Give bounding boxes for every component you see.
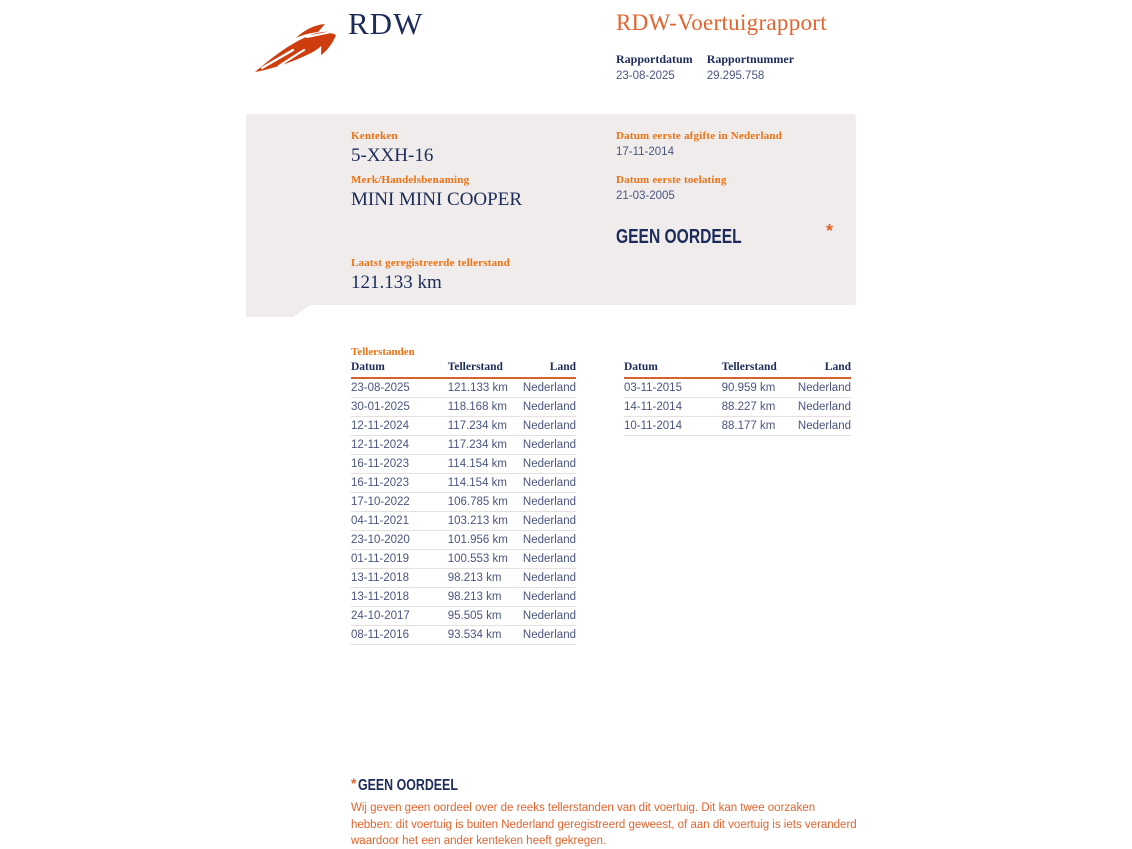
- eerste-toelating-label: Datum eerste toelating: [616, 174, 727, 186]
- merk-value: MINI MINI COOPER: [351, 189, 522, 210]
- footnote-text: Wij geven geen oordeel over de reeks tellerstanden van dit voertuig. Dit kan twee oorzaken hebben: dit voertuig is buiten Nederland geregistreerd geweest, of aan dit voertuig is iets veranderd waardoor het een ander kenteken heeft gekregen.: [351, 802, 857, 847]
- table-row: [351, 588, 576, 607]
- column-header-tellerstand: Tellerstand: [722, 361, 774, 378]
- cell-land: Nederland: [500, 512, 577, 531]
- laatste-tellerstand-label: Laatst geregistreerde tellerstand: [351, 257, 510, 269]
- tellerstanden-table-left: [351, 361, 576, 645]
- footnote-heading: [351, 775, 859, 795]
- table-row: [351, 550, 576, 569]
- report-date-value: 23-08-2025: [616, 70, 675, 82]
- cell-datum: 04-11-2021: [351, 512, 448, 531]
- footnote-asterisk: *: [351, 775, 357, 791]
- tellerstanden-section-label: Tellerstanden: [351, 346, 415, 358]
- table-row: [624, 398, 851, 417]
- cell-datum: 16-11-2023: [351, 474, 448, 493]
- cell-land: Nederland: [500, 531, 577, 550]
- cell-datum: 08-11-2016: [351, 626, 448, 645]
- footnote-section: [351, 775, 859, 849]
- cell-land: Nederland: [500, 455, 577, 474]
- table-header-row: [624, 361, 851, 378]
- card-corner-tab: [246, 305, 311, 317]
- cell-tellerstand: 98.213 km: [448, 588, 500, 607]
- column-header-tellerstand: Tellerstand: [448, 361, 500, 378]
- table-row: [351, 569, 576, 588]
- cell-datum: 14-11-2014: [624, 398, 722, 417]
- cell-tellerstand: 101.956 km: [448, 531, 500, 550]
- eerste-afgifte-value: 17-11-2014: [616, 146, 674, 158]
- page-title: RDW-Voertuigrapport: [616, 10, 827, 35]
- cell-land: Nederland: [500, 474, 577, 493]
- table-row: [351, 417, 576, 436]
- cell-tellerstand: 117.234 km: [448, 417, 500, 436]
- cell-tellerstand: 98.213 km: [448, 569, 500, 588]
- cell-datum: 24-10-2017: [351, 607, 448, 626]
- table-row: [624, 417, 851, 436]
- cell-tellerstand: 121.133 km: [448, 378, 500, 398]
- table-row: [351, 474, 576, 493]
- cell-datum: 30-01-2025: [351, 398, 448, 417]
- report-number-value: 29.295.758: [706, 70, 765, 82]
- cell-datum: 23-10-2020: [351, 531, 448, 550]
- kenteken-label: Kenteken: [351, 130, 398, 142]
- cell-tellerstand: 88.227 km: [722, 398, 774, 417]
- vehicle-summary-card: [246, 114, 856, 305]
- merk-label: Merk/Handelsbenaming: [351, 174, 470, 186]
- cell-datum: 13-11-2018: [351, 569, 448, 588]
- table-row: [351, 398, 576, 417]
- rdw-wing-logo-icon: [252, 20, 340, 76]
- eerste-afgifte-label: Datum eerste afgifte in Nederland: [616, 130, 783, 142]
- cell-datum: 16-11-2023: [351, 455, 448, 474]
- table-row: [351, 607, 576, 626]
- cell-land: Nederland: [774, 378, 851, 398]
- tellerstanden-table-right: [624, 361, 851, 436]
- cell-tellerstand: 106.785 km: [448, 493, 500, 512]
- cell-datum: 03-11-2015: [624, 378, 722, 398]
- cell-land: Nederland: [500, 436, 577, 455]
- cell-land: Nederland: [500, 607, 577, 626]
- table-row: [351, 626, 576, 645]
- cell-tellerstand: 114.154 km: [448, 474, 500, 493]
- table-row: [351, 455, 576, 474]
- merk-field: [351, 174, 522, 211]
- cell-land: Nederland: [500, 378, 577, 398]
- cell-tellerstand: 95.505 km: [448, 607, 500, 626]
- table-row: [351, 512, 576, 531]
- cell-land: Nederland: [774, 398, 851, 417]
- report-meta: [616, 52, 827, 82]
- cell-datum: 10-11-2014: [624, 417, 722, 436]
- eerste-toelating-field: [616, 174, 727, 202]
- table-row: [351, 531, 576, 550]
- footnote-title: GEEN OORDEEL: [358, 777, 459, 794]
- table-row: [351, 378, 576, 398]
- column-header-datum: Datum: [351, 361, 448, 378]
- cell-land: Nederland: [500, 550, 577, 569]
- report-number-label: Rapportnummer: [706, 52, 795, 66]
- cell-land: Nederland: [500, 569, 577, 588]
- cell-tellerstand: 88.177 km: [722, 417, 774, 436]
- cell-land: Nederland: [774, 417, 851, 436]
- report-header: [616, 10, 827, 82]
- cell-tellerstand: 100.553 km: [448, 550, 500, 569]
- cell-tellerstand: 114.154 km: [448, 455, 500, 474]
- cell-tellerstand: 118.168 km: [448, 398, 500, 417]
- verdict-badge: GEEN OORDEEL: [616, 226, 742, 248]
- cell-tellerstand: 117.234 km: [448, 436, 500, 455]
- cell-datum: 12-11-2024: [351, 417, 448, 436]
- cell-datum: 23-08-2025: [351, 378, 448, 398]
- column-header-land: Land: [774, 361, 851, 378]
- table-row: [351, 436, 576, 455]
- kenteken-value: 5-XXH-16: [351, 145, 434, 166]
- cell-tellerstand: 93.534 km: [448, 626, 500, 645]
- column-header-datum: Datum: [624, 361, 722, 378]
- laatste-tellerstand-value: 121.133 km: [351, 272, 442, 293]
- kenteken-field: [351, 130, 433, 167]
- brand-wordmark: RDW: [348, 6, 424, 41]
- laatste-tellerstand-field: [351, 257, 510, 294]
- verdict-asterisk: *: [826, 221, 834, 241]
- cell-datum: 13-11-2018: [351, 588, 448, 607]
- eerste-toelating-value: 21-03-2005: [616, 190, 675, 202]
- table-header-row: [351, 361, 576, 378]
- cell-land: Nederland: [500, 588, 577, 607]
- eerste-afgifte-field: [616, 130, 782, 158]
- cell-land: Nederland: [500, 626, 577, 645]
- column-header-land: Land: [500, 361, 577, 378]
- report-number-field: [707, 52, 794, 82]
- table-row: [351, 493, 576, 512]
- report-date-field: [616, 52, 693, 82]
- table-row: [624, 378, 851, 398]
- cell-tellerstand: 103.213 km: [448, 512, 500, 531]
- cell-datum: 01-11-2019: [351, 550, 448, 569]
- cell-land: Nederland: [500, 398, 577, 417]
- cell-datum: 12-11-2024: [351, 436, 448, 455]
- report-date-label: Rapportdatum: [616, 52, 693, 66]
- cell-tellerstand: 90.959 km: [722, 378, 774, 398]
- cell-datum: 17-10-2022: [351, 493, 448, 512]
- cell-land: Nederland: [500, 417, 577, 436]
- cell-land: Nederland: [500, 493, 577, 512]
